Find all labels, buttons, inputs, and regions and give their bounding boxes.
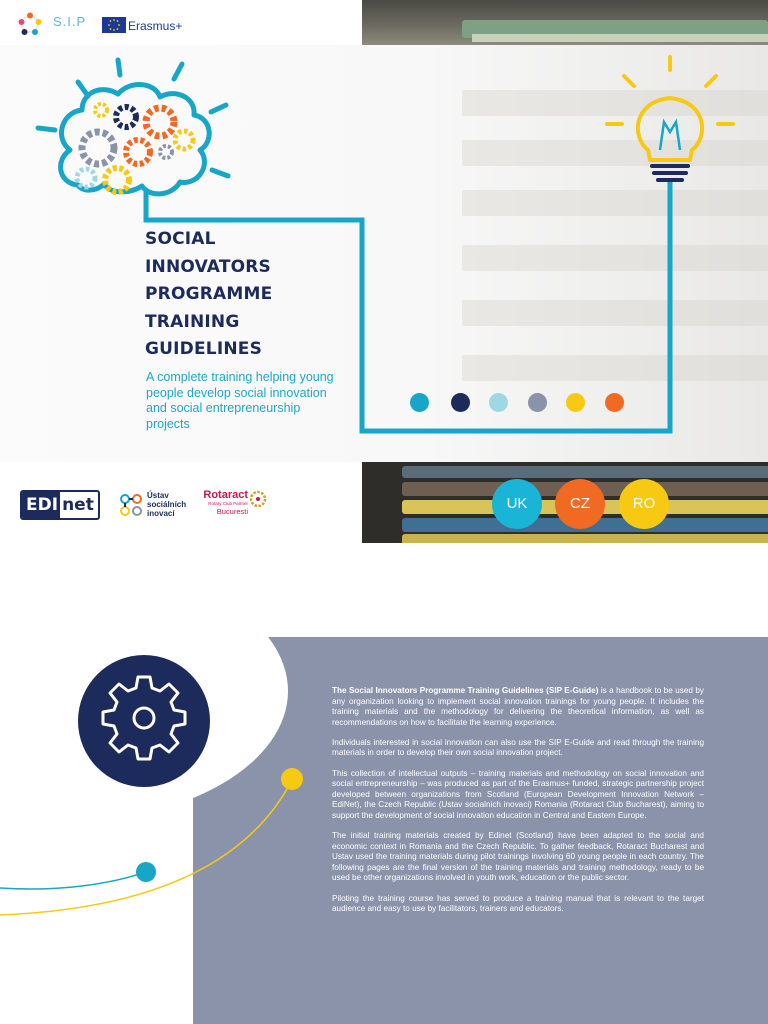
title-line: GUIDELINES bbox=[145, 339, 263, 359]
rotaract-sub: Rotary Club Partner bbox=[208, 501, 248, 506]
country-badge-uk: UK bbox=[492, 479, 542, 529]
edinet-logo bbox=[20, 490, 100, 520]
rotary-wheel-icon bbox=[249, 490, 267, 508]
color-dot bbox=[566, 393, 585, 412]
gear-badge bbox=[78, 655, 210, 787]
intro-lead: The Social Innovators Programme Training Guidelines (SIP E-Guide) bbox=[332, 686, 599, 695]
ustav-line: Ústav bbox=[147, 491, 169, 500]
cover-title bbox=[145, 226, 355, 364]
color-dot bbox=[489, 393, 508, 412]
ustav-line: inovací bbox=[147, 509, 175, 518]
partner-logos bbox=[0, 462, 362, 543]
cover-subtitle: A complete training helping young people develop social innovation and social entrepreneurship projects bbox=[146, 370, 334, 431]
rotaract-name: Rotaract bbox=[203, 489, 248, 501]
edinet-logo-edi: EDI bbox=[22, 492, 60, 518]
lightbulb bbox=[638, 98, 702, 160]
title-line: PROGRAMME bbox=[145, 284, 273, 304]
erasmus-label: Erasmus+ bbox=[128, 19, 183, 33]
gear-icon bbox=[78, 655, 210, 787]
rotaract-city: Bucuresti bbox=[216, 507, 248, 516]
intro-paragraph-text: is a handbook to be used by any organization looking to implement social innovation trainings for young people. It includes the training materials and the methodology for delivering the theoretical information, as well as recommendations on how to facilitate the learning experience. bbox=[332, 686, 704, 727]
intro-paragraph: Individuals interested in social innovation can also use the SIP E-Guide and read through the training materials in order to develop their own social innovation project. bbox=[332, 737, 704, 758]
title-line: INNOVATORS bbox=[145, 256, 271, 277]
color-dot bbox=[605, 393, 624, 412]
rotaract-logo bbox=[200, 489, 248, 516]
eu-flag-icon bbox=[102, 17, 126, 33]
book-spine bbox=[402, 466, 768, 478]
ustav-line: sociálních bbox=[147, 500, 187, 509]
title-line: TRAINING bbox=[145, 311, 240, 332]
intro-paragraph: Piloting the training course has served to produce a training manual that is relevant to the target audience and easy to use by facilitators, trainers and educators. bbox=[332, 893, 704, 914]
header-logos bbox=[0, 0, 362, 45]
color-dot bbox=[451, 393, 470, 412]
intro-paragraph: The initial training materials created by Edinet (Scotland) have been adapted to the social and economic context in Romania and the Czech Republic. To gather feedback, Rotaract Bucharest and Ustav used the training materials during pilot trainings involving 60 young people in each country. The following pages are the final version of the training materials and training methodology, ready to be used be other organizations involved in youth work, education or the public sector. bbox=[332, 831, 704, 883]
book-spine bbox=[402, 534, 768, 543]
country-badge-ro: RO bbox=[619, 479, 669, 529]
books-photo-top bbox=[362, 0, 768, 45]
color-dot bbox=[528, 393, 547, 412]
sip-logo-text: S.I.P bbox=[53, 14, 87, 29]
introduction-body bbox=[332, 686, 704, 924]
ustav-logo-text bbox=[147, 491, 186, 518]
intro-paragraph: This collection of intellectual outputs – training materials and methodology on social innovation and social entrepreneurship – was produced as part of the Erasmus+ funded, strategic partnership project developed between organizations from Scotland (European Development Innovation Network – EdiNet), the Czech Republic (Ustav socialnich inovaci) Romania (Rotaract Club Bucharest), aiming to support the development of social innovation education in Central and Eastern Europe. bbox=[332, 768, 704, 820]
title-line: SOCIAL bbox=[145, 229, 216, 249]
country-badge-cz: CZ bbox=[555, 479, 605, 529]
book-pages bbox=[472, 34, 768, 42]
color-dot bbox=[410, 393, 429, 412]
edinet-logo-net: net bbox=[62, 495, 94, 515]
sip-logo-icon bbox=[18, 12, 42, 36]
intro-paragraph bbox=[332, 686, 704, 728]
innovation-illustration bbox=[0, 45, 768, 462]
ustav-logo-icon bbox=[118, 492, 144, 518]
